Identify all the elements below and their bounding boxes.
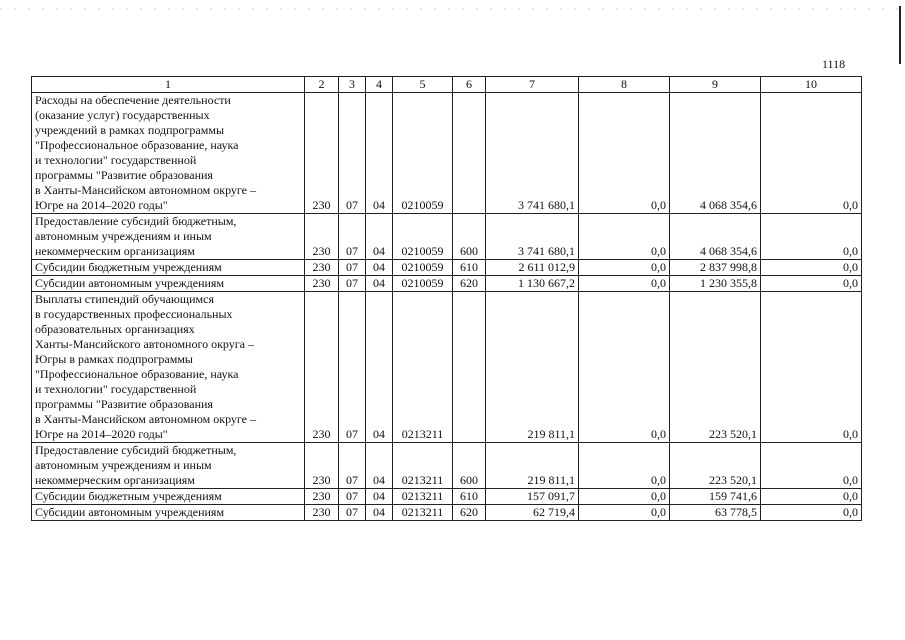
cell-amount-next-federal: 0,0 xyxy=(761,505,862,521)
expense-name-line: в Ханты-Мансийском автономном округе – xyxy=(35,412,256,426)
cell-amount-federal: 0,0 xyxy=(579,443,670,489)
cell-section: 07 xyxy=(339,292,366,443)
cell-section: 07 xyxy=(339,260,366,276)
cell-target-article: 0210059 xyxy=(393,214,453,260)
cell-expense-name xyxy=(32,489,305,505)
expense-name-line: программы "Развитие образования xyxy=(35,397,213,411)
expense-name-line: Субсидии бюджетным учреждениям xyxy=(35,260,222,274)
cell-target-article: 0213211 xyxy=(393,292,453,443)
cell-amount-next-federal: 0,0 xyxy=(761,443,862,489)
table-row xyxy=(32,443,862,489)
cell-amount-federal: 0,0 xyxy=(579,505,670,521)
cell-ministry-code: 230 xyxy=(305,260,339,276)
cell-amount-next-federal: 0,0 xyxy=(761,292,862,443)
expense-name-line: образовательных организациях xyxy=(35,322,195,336)
column-header: 1 xyxy=(32,77,305,93)
expense-name-line: (оказание услуг) государственных xyxy=(35,108,210,122)
cell-section: 07 xyxy=(339,276,366,292)
expense-name-line: некоммерческим организациям xyxy=(35,244,195,258)
expense-name-line: и технологии" государственной xyxy=(35,153,197,167)
cell-amount-next-federal: 0,0 xyxy=(761,276,862,292)
cell-target-article: 0210059 xyxy=(393,93,453,214)
cell-amount-federal: 0,0 xyxy=(579,489,670,505)
expense-name-line: в государственных профессиональных xyxy=(35,307,233,321)
cell-expense-type: 620 xyxy=(453,505,486,521)
expense-name-line: Субсидии автономным учреждениям xyxy=(35,505,225,519)
column-header: 3 xyxy=(339,77,366,93)
expense-name-line: Югры в рамках подпрограммы xyxy=(35,352,193,366)
cell-amount-total: 219 811,1 xyxy=(486,443,579,489)
cell-expense-type xyxy=(453,292,486,443)
cell-expense-name xyxy=(32,505,305,521)
cell-amount-federal: 0,0 xyxy=(579,276,670,292)
column-header: 10 xyxy=(761,77,862,93)
cell-subsection: 04 xyxy=(366,505,393,521)
table-row xyxy=(32,260,862,276)
expense-name-line: Расходы на обеспечение деятельности xyxy=(35,93,231,107)
cell-target-article: 0213211 xyxy=(393,443,453,489)
column-header: 9 xyxy=(670,77,761,93)
cell-amount-next-total: 223 520,1 xyxy=(670,443,761,489)
cell-expense-name xyxy=(32,93,305,214)
column-header: 5 xyxy=(393,77,453,93)
cell-expense-type xyxy=(453,93,486,214)
cell-amount-total: 1 130 667,2 xyxy=(486,276,579,292)
page-number: 1118 xyxy=(822,57,846,71)
cell-subsection: 04 xyxy=(366,443,393,489)
cell-target-article: 0210059 xyxy=(393,260,453,276)
table-row xyxy=(32,93,862,214)
cell-amount-next-total: 63 778,5 xyxy=(670,505,761,521)
cell-expense-name xyxy=(32,260,305,276)
expense-name-line: Предоставление субсидий бюджетным, xyxy=(35,214,237,228)
cell-amount-federal: 0,0 xyxy=(579,260,670,276)
expense-name-line: некоммерческим организациям xyxy=(35,473,195,487)
cell-amount-total: 3 741 680,1 xyxy=(486,214,579,260)
expense-name-line: Югре на 2014–2020 годы" xyxy=(35,427,168,441)
cell-amount-next-total: 2 837 998,8 xyxy=(670,260,761,276)
column-header: 2 xyxy=(305,77,339,93)
cell-amount-total: 219 811,1 xyxy=(486,292,579,443)
cell-amount-next-total: 4 068 354,6 xyxy=(670,93,761,214)
expense-name-line: в Ханты-Мансийском автономном округе – xyxy=(35,183,256,197)
column-header: 8 xyxy=(579,77,670,93)
cell-target-article: 0213211 xyxy=(393,489,453,505)
expense-name-line: автономным учреждениям и иным xyxy=(35,229,212,243)
cell-expense-type: 610 xyxy=(453,489,486,505)
cell-ministry-code: 230 xyxy=(305,505,339,521)
cell-amount-next-total: 159 741,6 xyxy=(670,489,761,505)
cell-expense-type: 600 xyxy=(453,214,486,260)
cell-ministry-code: 230 xyxy=(305,489,339,505)
cell-subsection: 04 xyxy=(366,292,393,443)
table-row xyxy=(32,214,862,260)
cell-ministry-code: 230 xyxy=(305,276,339,292)
cell-amount-total: 157 091,7 xyxy=(486,489,579,505)
expense-name-line: Предоставление субсидий бюджетным, xyxy=(35,443,237,457)
cell-section: 07 xyxy=(339,214,366,260)
cell-amount-next-total: 223 520,1 xyxy=(670,292,761,443)
cell-section: 07 xyxy=(339,489,366,505)
cell-amount-next-federal: 0,0 xyxy=(761,260,862,276)
expense-name-line: учреждений в рамках подпрограммы xyxy=(35,123,225,137)
expense-name-line: "Профессиональное образование, наука xyxy=(35,138,239,152)
cell-amount-total: 2 611 012,9 xyxy=(486,260,579,276)
cell-subsection: 04 xyxy=(366,93,393,214)
cell-subsection: 04 xyxy=(366,276,393,292)
cell-amount-next-federal: 0,0 xyxy=(761,93,862,214)
cell-expense-name xyxy=(32,214,305,260)
expense-name-line: Выплаты стипендий обучающимся xyxy=(35,292,214,306)
cell-expense-name xyxy=(32,443,305,489)
budget-table xyxy=(31,76,862,521)
table-body xyxy=(32,93,862,521)
cell-amount-next-total: 1 230 355,8 xyxy=(670,276,761,292)
cell-amount-next-federal: 0,0 xyxy=(761,489,862,505)
cell-amount-federal: 0,0 xyxy=(579,214,670,260)
expense-name-line: Субсидии бюджетным учреждениям xyxy=(35,489,222,503)
expense-name-line: Югре на 2014–2020 годы" xyxy=(35,198,168,212)
header-row xyxy=(32,77,862,93)
cell-amount-federal: 0,0 xyxy=(579,93,670,214)
scan-edge-line xyxy=(899,6,901,64)
cell-expense-name xyxy=(32,276,305,292)
scan-artifact-dots xyxy=(0,8,905,10)
table-row xyxy=(32,505,862,521)
cell-section: 07 xyxy=(339,505,366,521)
column-header: 6 xyxy=(453,77,486,93)
cell-expense-type: 600 xyxy=(453,443,486,489)
expense-name-line: автономным учреждениям и иным xyxy=(35,458,212,472)
column-header: 7 xyxy=(486,77,579,93)
cell-amount-total: 62 719,4 xyxy=(486,505,579,521)
expense-name-line: "Профессиональное образование, наука xyxy=(35,367,239,381)
cell-subsection: 04 xyxy=(366,260,393,276)
cell-target-article: 0210059 xyxy=(393,276,453,292)
cell-subsection: 04 xyxy=(366,489,393,505)
cell-section: 07 xyxy=(339,443,366,489)
cell-target-article: 0213211 xyxy=(393,505,453,521)
cell-ministry-code: 230 xyxy=(305,292,339,443)
cell-ministry-code: 230 xyxy=(305,443,339,489)
table-row xyxy=(32,489,862,505)
cell-subsection: 04 xyxy=(366,214,393,260)
expense-name-line: Ханты-Мансийского автономного округа – xyxy=(35,337,255,351)
cell-expense-name xyxy=(32,292,305,443)
cell-amount-next-federal: 0,0 xyxy=(761,214,862,260)
table-row xyxy=(32,292,862,443)
expense-name-line: программы "Развитие образования xyxy=(35,168,213,182)
cell-expense-type: 610 xyxy=(453,260,486,276)
expense-name-line: Субсидии автономным учреждениям xyxy=(35,276,225,290)
cell-ministry-code: 230 xyxy=(305,93,339,214)
cell-amount-next-total: 4 068 354,6 xyxy=(670,214,761,260)
column-header: 4 xyxy=(366,77,393,93)
cell-expense-type: 620 xyxy=(453,276,486,292)
cell-amount-federal: 0,0 xyxy=(579,292,670,443)
expense-name-line: и технологии" государственной xyxy=(35,382,197,396)
cell-amount-total: 3 741 680,1 xyxy=(486,93,579,214)
table-row xyxy=(32,276,862,292)
cell-section: 07 xyxy=(339,93,366,214)
cell-ministry-code: 230 xyxy=(305,214,339,260)
